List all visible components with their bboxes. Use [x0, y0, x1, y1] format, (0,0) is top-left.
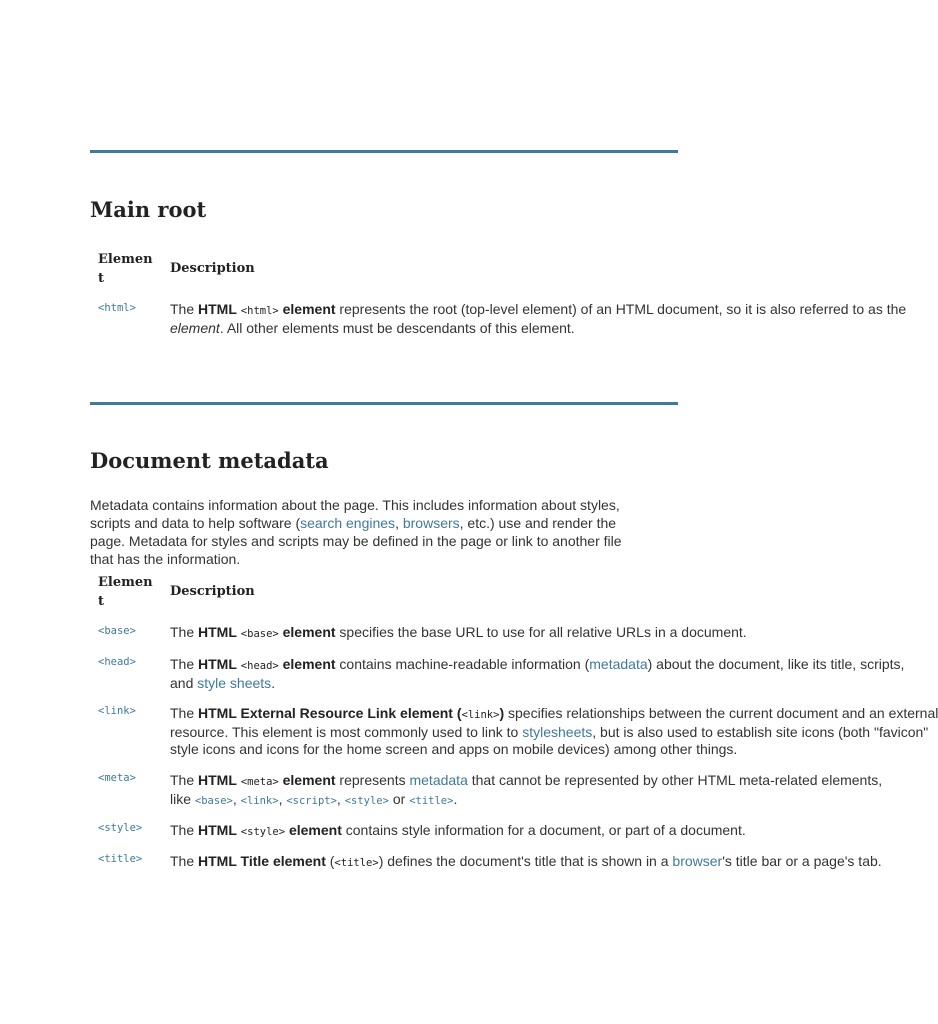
section-heading-document-metadata: Document metadata: [90, 448, 329, 473]
link-style-element[interactable]: <style>: [344, 795, 389, 807]
link-browser[interactable]: browser: [672, 853, 723, 869]
element-name-link[interactable]: <link>: [98, 705, 136, 717]
link-browsers[interactable]: browsers: [402, 515, 460, 531]
link-search-engines[interactable]: search engines: [300, 515, 396, 531]
element-name-meta[interactable]: <meta>: [98, 772, 136, 784]
column-header-element: Element: [98, 575, 153, 609]
link-metadata[interactable]: metadata: [589, 656, 648, 672]
element-name-html[interactable]: <html>: [98, 302, 136, 314]
column-header-description: Description: [170, 261, 255, 276]
column-header-description: Description: [170, 584, 255, 599]
link-metadata[interactable]: metadata: [409, 772, 468, 788]
section-divider: [90, 402, 678, 405]
element-name-style[interactable]: <style>: [98, 822, 143, 834]
description-title: The HTML Title element (<title>) defines the document's title that is shown in a browser's title bar or a page's tab.: [170, 853, 882, 869]
description-base: The HTML <base> element specifies the base URL to use for all relative URLs in a document.: [170, 624, 747, 640]
section-divider: [90, 150, 678, 153]
element-name-base[interactable]: <base>: [98, 625, 136, 637]
element-name-title[interactable]: <title>: [98, 853, 143, 865]
link-title-element[interactable]: <title>: [409, 795, 454, 807]
link-link-element[interactable]: <link>: [240, 795, 279, 807]
link-stylesheets[interactable]: stylesheets: [522, 724, 593, 740]
column-header-element: Element: [98, 252, 153, 286]
description-link: The HTML External Resource Link element (<link>) specifies relationships between the current document and an external resource. This element is most commonly used to link to stylesheets, but is also used to establish site icons (both "favicon" style icons and icons for the home screen and apps on mobile devices) among other things.: [170, 705, 938, 757]
description-html: The HTML <html> element represents the root (top-level element) of an HTML document, so it is also referred to as the element. All other elements must be descendants of this element.: [170, 301, 907, 336]
description-head: The HTML <head> element contains machine-readable information (metadata) about the document, like its title, scripts, and style sheets.: [170, 656, 905, 691]
section-heading-main-root: Main root: [90, 197, 207, 222]
description-style: The HTML <style> element contains style information for a document, or part of a document.: [170, 822, 746, 838]
link-style-sheets[interactable]: style sheets: [197, 675, 272, 691]
metadata-intro-paragraph: Metadata contains information about the page. This includes information about styles, scripts and data to help software (search engines, browsers, etc.) use and render the page. Metadata for styles and scripts may be defined in the page or link to another file that has the information.: [90, 497, 622, 567]
element-name-head[interactable]: <head>: [98, 656, 136, 668]
link-base-element[interactable]: <base>: [194, 795, 233, 807]
description-meta: The HTML <meta> element represents metadata that cannot be represented by other HTML meta-related elements, like <base>, <link>, <script>, <style> or <title>.: [170, 772, 883, 807]
link-script-element[interactable]: <script>: [286, 795, 337, 807]
